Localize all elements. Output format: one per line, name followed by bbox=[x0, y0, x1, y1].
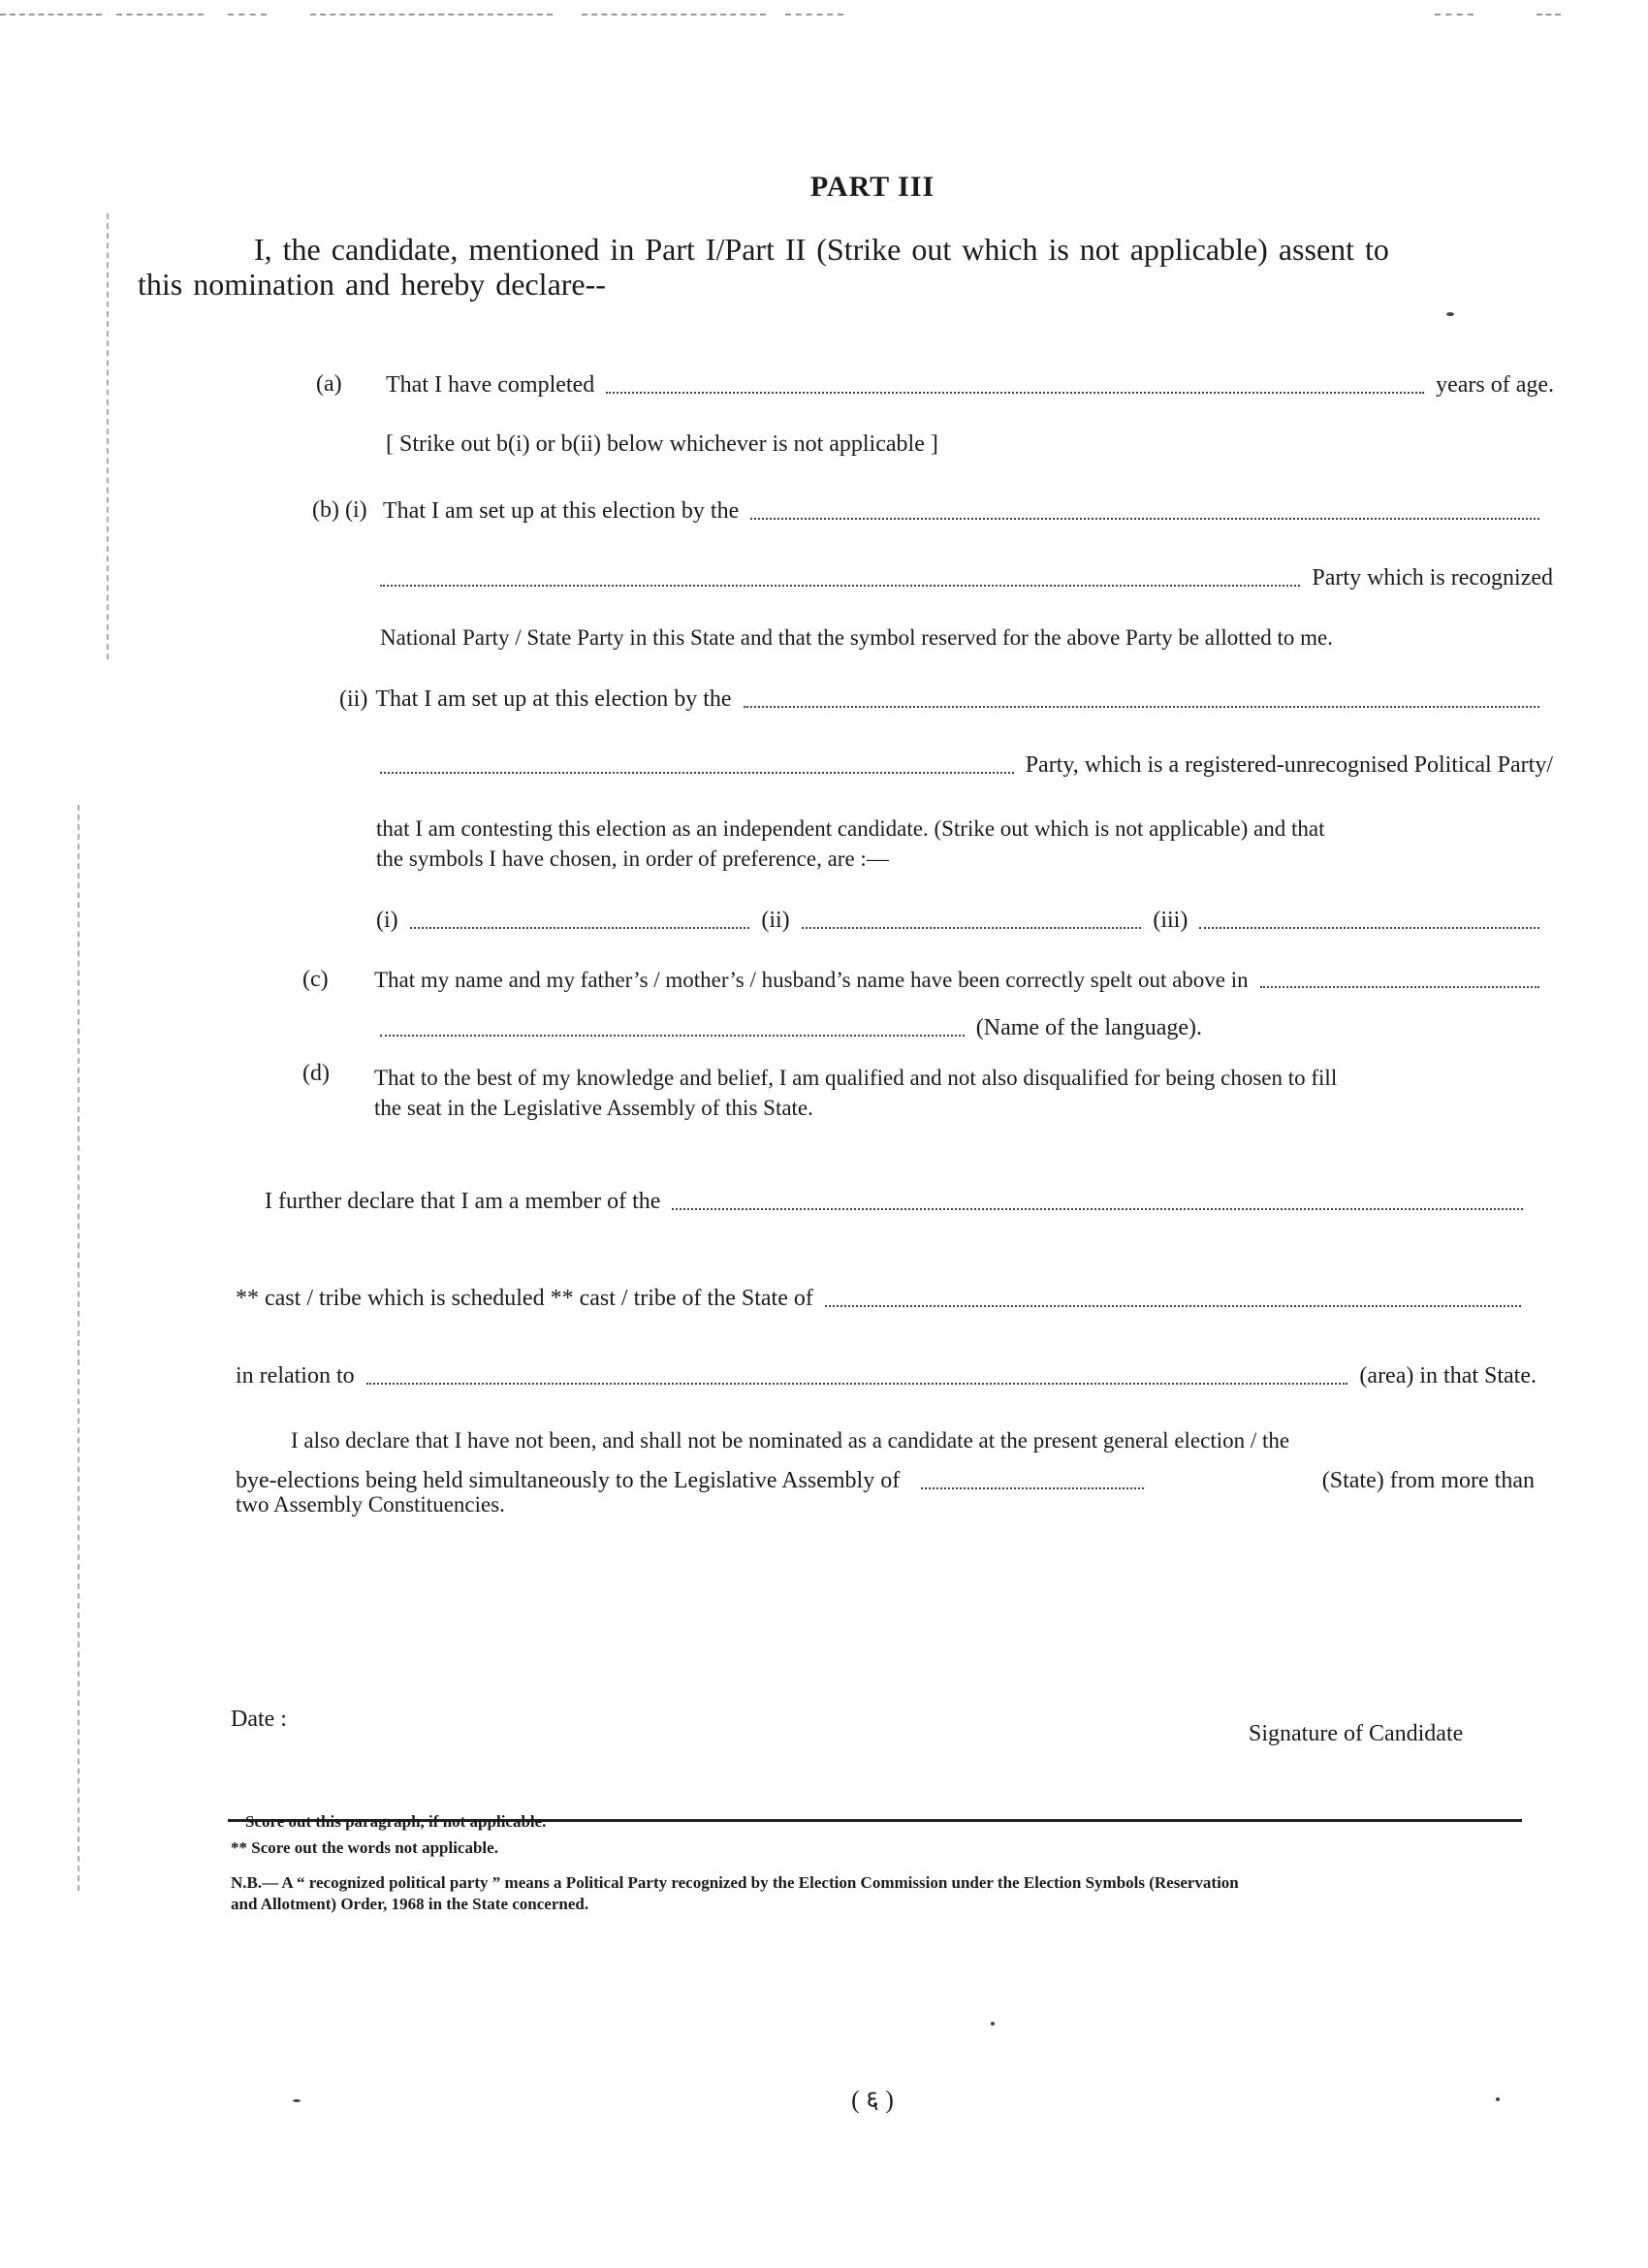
c-line-2 bbox=[368, 1015, 1202, 1041]
b1-line-1 bbox=[383, 498, 1551, 525]
item-c-label: (c) bbox=[302, 967, 329, 992]
caste-state-field[interactable] bbox=[825, 1304, 1521, 1307]
signature-label: Signature of Candidate bbox=[1249, 1721, 1464, 1746]
scan-top-edge bbox=[0, 14, 1648, 17]
intro-paragraph bbox=[138, 232, 1563, 303]
scan-speck bbox=[1446, 312, 1454, 316]
relation-prefix: in relation to bbox=[236, 1363, 355, 1389]
further-line bbox=[265, 1189, 1535, 1215]
b1-party-field[interactable] bbox=[750, 517, 1539, 520]
also-line-1: I also declare that I have not been, and shall not be nominated as a candidate at the present general election / the bbox=[291, 1428, 1290, 1453]
also-prefix: bye-elections being held simultaneously to the Legislative Assembly of bbox=[236, 1468, 901, 1493]
item-b1-label: (b) (i) bbox=[312, 497, 367, 523]
b1-suffix: Party which is recognized bbox=[1312, 565, 1553, 591]
b2-text: That I am set up at this election by the bbox=[375, 687, 732, 712]
item-a-label: (a) bbox=[316, 371, 342, 397]
b2-party-field[interactable] bbox=[744, 705, 1539, 708]
c-line-1 bbox=[374, 968, 1551, 993]
b1-line-2 bbox=[368, 565, 1553, 591]
scan-speck bbox=[991, 2022, 995, 2026]
footnote-1: Score out this paragraph, if not applicable. bbox=[245, 1812, 547, 1831]
item-d-label: (d) bbox=[302, 1061, 330, 1086]
strike-note: [ Strike out b(i) or b(ii) below whichever is not applicable ] bbox=[386, 431, 938, 457]
age-suffix: years of age. bbox=[1436, 372, 1554, 398]
age-text: That I have completed bbox=[386, 372, 595, 398]
b2-party-field-cont[interactable] bbox=[380, 771, 1014, 774]
intro-line-2: this nomination and hereby declare-- bbox=[138, 266, 606, 302]
scan-margin-marks-2 bbox=[107, 213, 109, 659]
b2-line-2 bbox=[368, 752, 1553, 779]
intro-line-1: I, the candidate, mentioned in Part I/Part II (Strike out which is not applicable) assent to bbox=[254, 232, 1389, 267]
symbol-3-field[interactable] bbox=[1199, 926, 1539, 929]
b2-suffix: Party, which is a registered-unrecognised Political Party/ bbox=[1025, 752, 1553, 778]
c-language-field[interactable] bbox=[1260, 985, 1539, 988]
d-line-1: That to the best of my knowledge and belief, I am qualified and not also disqualified for being chosen to fill bbox=[374, 1066, 1338, 1090]
also-state-field[interactable] bbox=[921, 1486, 1144, 1489]
symbol-2-field[interactable] bbox=[802, 926, 1142, 929]
page-number: ( ६ ) bbox=[851, 2086, 894, 2114]
b1-party-field-cont[interactable] bbox=[380, 584, 1300, 587]
footnote-2: ** Score out the words not applicable. bbox=[231, 1838, 498, 1857]
scan-speck bbox=[293, 2099, 301, 2102]
b2-line-3: that I am contesting this election as an independent candidate. (Strike out which is not applicable) and that bbox=[376, 816, 1325, 841]
symbol-3-label: (iii) bbox=[1153, 908, 1188, 933]
page-title: PART III bbox=[809, 171, 935, 203]
further-text: I further declare that I am a member of the bbox=[265, 1189, 661, 1214]
footnote-nb-1: N.B.— A “ recognized political party ” means a Political Party recognized by the Election Commission under the Election Symbols (Reservation bbox=[231, 1873, 1239, 1892]
b2-label: (ii) bbox=[339, 687, 368, 712]
age-line bbox=[386, 372, 1554, 399]
date-label: Date : bbox=[231, 1707, 287, 1732]
c-language-field-cont[interactable] bbox=[380, 1034, 965, 1037]
caste-line bbox=[236, 1286, 1533, 1312]
scan-margin-marks bbox=[78, 805, 79, 1891]
symbol-1-label: (i) bbox=[376, 908, 398, 933]
caste-text: ** cast / tribe which is scheduled ** cast / tribe of the State of bbox=[236, 1286, 813, 1311]
age-field[interactable] bbox=[606, 391, 1424, 394]
b1-line-3: National Party / State Party in this State and that the symbol reserved for the above Party be allotted to me. bbox=[380, 625, 1334, 650]
symbol-1-field[interactable] bbox=[410, 926, 750, 929]
d-line-2: the seat in the Legislative Assembly of this State. bbox=[374, 1096, 813, 1120]
b2-line-1 bbox=[339, 687, 1551, 713]
b1-text: That I am set up at this election by the bbox=[383, 498, 740, 524]
relation-line bbox=[236, 1363, 1537, 1390]
scan-speck bbox=[1496, 2097, 1500, 2101]
relation-area-field[interactable] bbox=[366, 1382, 1348, 1385]
symbols-line bbox=[376, 908, 1551, 934]
relation-suffix: (area) in that State. bbox=[1359, 1363, 1537, 1389]
footnote-nb-2: and Allotment) Order, 1968 in the State concerned. bbox=[231, 1895, 589, 1913]
c-suffix: (Name of the language). bbox=[975, 1015, 1202, 1040]
also-line-3: two Assembly Constituencies. bbox=[236, 1492, 505, 1517]
b2-line-4: the symbols I have chosen, in order of preference, are :— bbox=[376, 847, 889, 871]
further-field[interactable] bbox=[672, 1207, 1523, 1210]
symbol-2-label: (ii) bbox=[761, 908, 790, 933]
also-suffix: (State) from more than bbox=[1321, 1468, 1535, 1493]
c-text: That my name and my father’s / mother’s / husband’s name have been correctly spelt out above in bbox=[374, 968, 1249, 992]
